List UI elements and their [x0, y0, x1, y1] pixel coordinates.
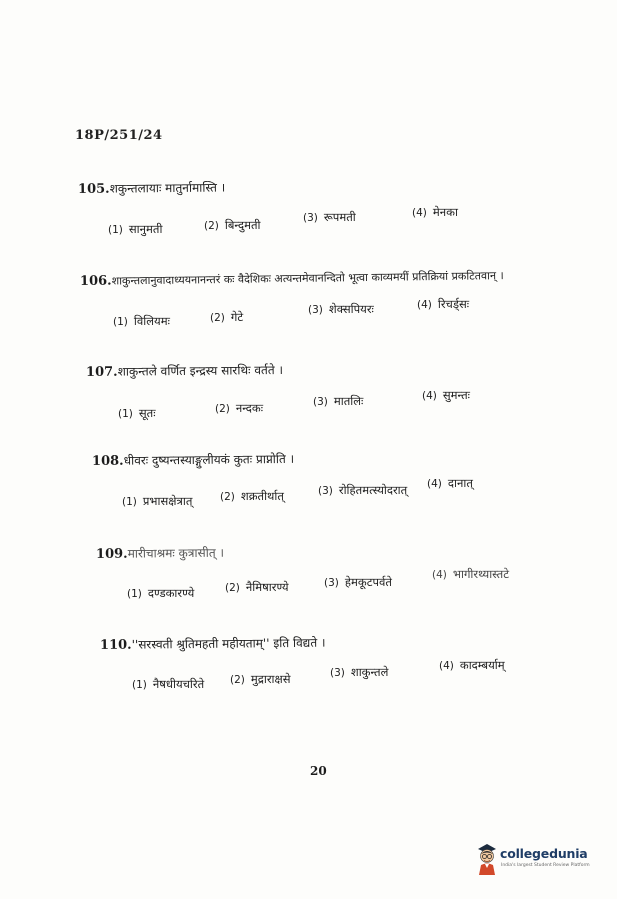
- option-number: (3): [330, 667, 345, 679]
- option-text: रोहितमत्स्योदरात्: [338, 483, 408, 497]
- option-number: (1): [113, 316, 128, 328]
- option-2: [225, 580, 289, 595]
- question-number: 108.: [91, 453, 124, 469]
- option-text: सूतः: [138, 406, 156, 420]
- option-3: [313, 394, 363, 409]
- option-3: [318, 483, 407, 498]
- page-number: 20: [310, 764, 327, 778]
- option-text: मुद्राराक्षसे: [250, 672, 291, 686]
- option-2: [220, 489, 284, 504]
- option-number: (2): [225, 582, 240, 594]
- option-1: [113, 314, 170, 329]
- option-number: (1): [127, 588, 142, 600]
- option-text: हेमकूटपर्वते: [344, 575, 392, 589]
- option-number: (1): [122, 496, 137, 508]
- option-number: (2): [230, 674, 245, 686]
- student-mascot-icon: [476, 843, 498, 875]
- question-number: 106.: [79, 273, 112, 289]
- option-2: [204, 218, 261, 233]
- question-stem: [100, 634, 326, 653]
- question-text: मारीचाश्रमः कुत्रासीत् ।: [127, 545, 225, 561]
- option-1: [108, 222, 162, 237]
- option-text: दण्डकारण्ये: [147, 586, 195, 600]
- question-number: 107.: [85, 364, 118, 380]
- question-text: धीवरः दुष्यन्तस्याङ्गुलीयकं कुतः प्राप्नोति ।: [123, 451, 295, 468]
- option-text: रिचर्ड्सः: [437, 297, 470, 311]
- option-text: दानात्: [447, 476, 473, 490]
- option-2: [210, 310, 243, 325]
- option-3: [308, 302, 374, 317]
- question-number: 110.: [99, 637, 132, 653]
- option-number: (2): [215, 403, 230, 415]
- question-text: शकुन्तलायाः मातुर्नामास्ति ।: [109, 180, 226, 196]
- option-4: [432, 567, 509, 582]
- question-stem: [92, 450, 294, 469]
- question-stem: [86, 361, 283, 380]
- option-number: (4): [422, 390, 437, 402]
- option-number: (4): [427, 478, 442, 490]
- collegedunia-logo[interactable]: [476, 843, 596, 879]
- option-1: [122, 494, 192, 509]
- option-4: [427, 476, 473, 491]
- question-number: 109.: [95, 546, 128, 562]
- option-text: शाकुन्तले: [350, 665, 389, 679]
- option-number: (1): [108, 224, 123, 236]
- option-1: [118, 406, 156, 421]
- option-1: [127, 586, 194, 601]
- option-text: बिन्दुमती: [224, 218, 261, 232]
- option-text: सानुमती: [128, 222, 163, 236]
- paper-code: 18P/251/24: [75, 128, 163, 143]
- option-4: [422, 388, 470, 403]
- option-3: [330, 665, 388, 680]
- option-text: मातलिः: [333, 394, 364, 408]
- option-number: (2): [220, 491, 235, 503]
- option-number: (1): [132, 679, 147, 691]
- option-text: प्रभासक्षेत्रात्: [142, 494, 193, 508]
- question-text: शाकुन्तले वर्णित इन्द्रस्य सारथिः वर्तते ।: [117, 362, 284, 379]
- option-4: [417, 297, 469, 312]
- option-number: (2): [210, 312, 225, 324]
- option-number: (2): [204, 220, 219, 232]
- option-1: [132, 677, 204, 692]
- option-2: [215, 401, 263, 416]
- question-text: ''सरस्वती श्रुतिमहती महीयताम्'' इति विद्यते ।: [131, 635, 326, 652]
- option-number: (4): [439, 660, 454, 672]
- option-text: सुमन्तः: [442, 388, 470, 402]
- option-number: (4): [412, 207, 427, 219]
- question-stem: [78, 178, 225, 197]
- option-number: (3): [303, 212, 318, 224]
- option-2: [230, 672, 291, 687]
- option-text: कादम्बर्याम्: [459, 658, 505, 672]
- option-text: मेनका: [432, 205, 458, 219]
- option-text: रूपमती: [323, 210, 356, 224]
- question-stem: [96, 544, 224, 562]
- option-number: (4): [417, 299, 432, 311]
- option-text: भागीरथ्यास्तटे: [452, 567, 510, 581]
- option-text: नैमिषारण्ये: [245, 580, 289, 594]
- option-3: [303, 210, 356, 225]
- option-number: (3): [313, 396, 328, 408]
- option-text: शक्रतीर्थात्: [240, 489, 284, 503]
- option-number: (4): [432, 569, 447, 581]
- option-text: विलियमः: [133, 314, 170, 328]
- option-text: नन्दकः: [235, 401, 264, 415]
- question-number: 105.: [77, 181, 110, 197]
- option-number: (1): [118, 408, 133, 420]
- question-text: शाकुन्तलानुवादाध्ययनानन्तरं कः वैदेशिकः अत्यन्तमेवानन्दितो भूत्वा काव्यमयीं प्रतिक्रियां प्रकटितवान् ।: [111, 269, 504, 288]
- logo-wordmark: collegedunia: [500, 846, 588, 861]
- option-number: (3): [324, 577, 339, 589]
- option-number: (3): [318, 485, 333, 497]
- option-text: नैषधीयचरिते: [152, 677, 205, 691]
- option-number: (3): [308, 304, 323, 316]
- question-stem: [80, 268, 504, 289]
- option-3: [324, 575, 392, 590]
- option-text: शेक्सपियरः: [328, 302, 374, 316]
- logo-tagline: India's largest Student Review Platform: [501, 863, 590, 868]
- option-4: [439, 658, 505, 673]
- option-text: गेटे: [230, 310, 244, 324]
- option-4: [412, 205, 458, 220]
